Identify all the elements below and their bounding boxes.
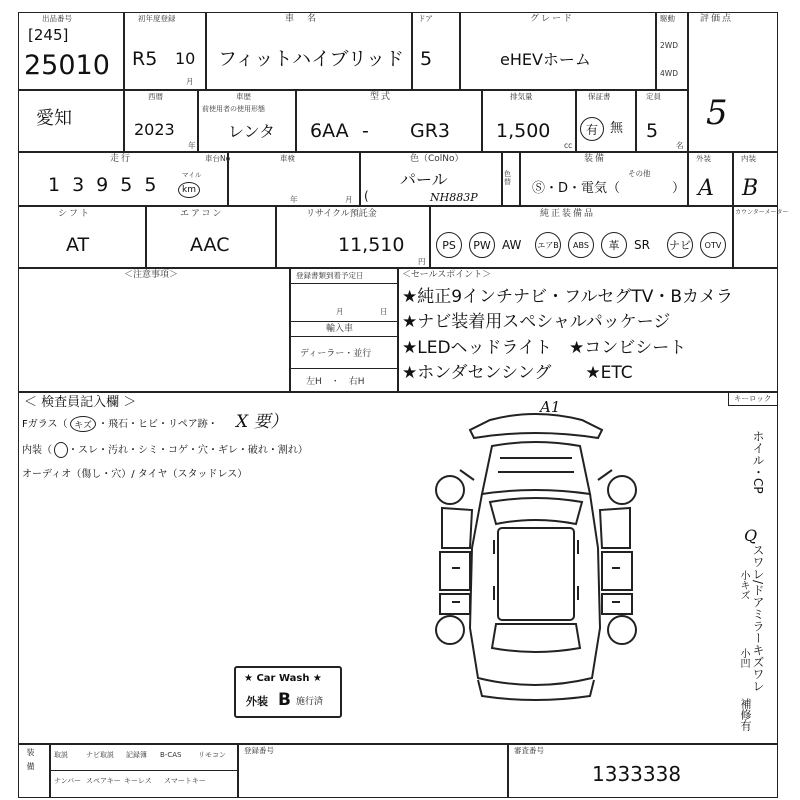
exterior-grade: A <box>698 176 714 201</box>
carwash-title: ★ Car Wash ★ <box>244 673 322 684</box>
option-4: ABS <box>568 232 594 258</box>
door-rear-left <box>440 594 470 614</box>
reg-label: 登録書類到着予定日 <box>296 271 364 280</box>
footer-item-top-1: ナビ取説 <box>86 751 114 759</box>
key-label: カウンターメーター <box>735 209 789 216</box>
year: 2023 <box>134 120 175 139</box>
option-7: ナビ <box>667 232 693 258</box>
purpose-sub: 前使用者の使用形態 <box>202 105 265 113</box>
footer-item-bottom-0: ナンバー <box>54 777 82 785</box>
score-box <box>688 12 778 152</box>
footer-item-bottom-2: キーレス <box>124 777 152 785</box>
keylock-label: キーロック <box>734 394 772 403</box>
side-mark: Q <box>744 526 758 545</box>
sales-point-2: ★ナビ装着用スペシャルパッケージ <box>402 312 671 332</box>
caution-label: ＜注意事項＞ <box>124 270 179 280</box>
reg-number-label: 登録番号 <box>244 746 274 755</box>
inspector-title: ＜ 検査員記入欄 ＞ <box>24 395 137 410</box>
door-label: ドア <box>418 14 433 23</box>
color-change-label: 色替 <box>504 170 511 187</box>
drive-label: 駆動 <box>660 14 675 23</box>
manual-yes-circle: 有 <box>580 117 604 141</box>
seats: 5 <box>646 120 659 142</box>
score-label: 評価点 <box>700 14 734 24</box>
model-label: 型式 <box>370 92 393 102</box>
option-0: PS <box>436 232 462 258</box>
cc-value: 1,500 <box>496 120 551 142</box>
first-reg-label: 初年度登録 <box>138 14 176 23</box>
door-front-right <box>602 552 632 590</box>
year-label: 西暦 <box>148 92 163 101</box>
wheel-rr <box>608 616 636 644</box>
interior-label: 内装 <box>741 154 756 163</box>
mileage-label: 走行 <box>110 154 133 164</box>
interior-grade: B <box>742 176 759 201</box>
fglass-scratch-circle: キズ <box>70 416 96 432</box>
cc-unit: cc <box>564 141 573 150</box>
lot-number: 25010 <box>24 50 110 81</box>
manual-label: 保証書 <box>588 92 611 101</box>
interior-items: ・スレ・汚れ・シミ・コゲ・穴・ギレ・破れ・割れ） <box>68 445 308 456</box>
shift: AT <box>66 234 90 256</box>
caution-box <box>18 268 290 392</box>
interior-prefix: 内装（ <box>22 445 52 456</box>
model-code: GR3 <box>410 120 451 142</box>
roof <box>498 528 574 620</box>
equip-other: その他 <box>628 169 651 178</box>
wheel-fr <box>608 476 636 504</box>
rear-glass <box>492 624 580 652</box>
vin-label: 車台No <box>205 154 231 163</box>
wheel-fl <box>436 476 464 504</box>
manual-no: 無 <box>610 121 624 136</box>
option-8: OTV <box>700 232 726 258</box>
cc-label: 排気量 <box>510 92 533 101</box>
misc-label: 装備 <box>26 748 35 776</box>
reg-day: 日 <box>380 307 388 316</box>
fender-left <box>442 508 472 548</box>
front-bumper <box>470 414 602 438</box>
interior-mark-circle <box>54 442 68 458</box>
footer-item-bottom-1: スペアキー <box>86 777 121 785</box>
lot-label: 出品番号 <box>42 14 72 23</box>
carwash-label: 外装 <box>246 695 268 708</box>
carwash-grade: B <box>278 690 291 710</box>
mile-unit: マイル <box>182 171 202 179</box>
ac: AAC <box>190 234 230 256</box>
model-prefix: 6AA <box>310 120 349 142</box>
purpose-label: 車歴 <box>236 92 251 101</box>
reg-month: 月 <box>336 307 344 316</box>
footer-item-top-0: 取説 <box>54 751 68 759</box>
footer-item-top-2: 記録簿 <box>126 751 147 759</box>
windshield <box>490 498 582 524</box>
option-2: AW <box>502 238 522 252</box>
fglass-hand: X 要） <box>236 412 288 432</box>
diagram-mark: A1 <box>540 398 561 416</box>
door-front-left <box>440 552 470 590</box>
km-unit-circle: km <box>178 182 200 198</box>
sales-label: ＜セールスポイント＞ <box>402 270 492 280</box>
side-note-repair: 補修有 <box>739 698 752 731</box>
lot-sub: [245] <box>28 26 69 44</box>
drive-2wd: 2WD <box>660 41 678 50</box>
drive-4wd: 4WD <box>660 69 678 78</box>
color-label: 色（ColNo） <box>410 154 464 164</box>
option-5: 革 <box>601 232 627 258</box>
import-handle: 左H ・ 右H <box>306 377 365 387</box>
option-6: SR <box>634 238 650 252</box>
grade-label: グレード <box>530 14 575 24</box>
shift-label: シフト <box>58 209 92 219</box>
tsuki-unit: 月 <box>186 77 194 86</box>
door-rear-right <box>602 594 632 614</box>
seats-label: 定員 <box>646 92 661 101</box>
fglass-items: ・飛石・ヒビ・リペア跡・ <box>98 419 218 430</box>
region: 愛知 <box>36 108 72 129</box>
inspection-number-label: 審査番号 <box>514 746 544 755</box>
car-diagram <box>420 398 650 704</box>
car-name: フィットハイブリッド <box>218 48 405 70</box>
sales-point-3: ★LEDヘッドライト ★コンビシート <box>402 338 687 358</box>
hood <box>482 442 590 494</box>
inspection-month: 月 <box>345 195 353 204</box>
side-note-small-scratch: 小キズ <box>738 570 749 600</box>
footer-item-top-3: B-CAS <box>160 751 182 759</box>
rear-bumper <box>478 680 594 700</box>
options-label: 純正装備品 <box>540 209 596 219</box>
grade: eHEVホーム <box>500 50 591 69</box>
door-count: 5 <box>420 48 433 70</box>
side-note-wheel: ホイル・CP <box>751 430 765 494</box>
exterior-label: 外装 <box>696 154 711 163</box>
color: パール <box>400 170 448 189</box>
recycle-unit: 円 <box>418 257 426 266</box>
inspection-label: 車検 <box>280 154 295 163</box>
purpose: レンタ <box>228 122 275 141</box>
equip-label: 装備 <box>584 154 607 164</box>
recycle-amount: 11,510 <box>338 234 405 256</box>
equip-items: Ⓢ・D・電気（ ） <box>532 181 686 196</box>
side-note-small-dent: 小凹 <box>738 648 749 668</box>
reg-number-box <box>238 744 508 798</box>
body-outline <box>470 494 600 685</box>
footer-item-bottom-3: スマートキー <box>164 777 206 785</box>
import-dealer: ディーラー・並行 <box>300 349 372 359</box>
fglass-prefix: Fガラス（ <box>22 419 68 430</box>
ac-label: エアコン <box>180 209 224 219</box>
import-label: 輸入車 <box>326 324 354 334</box>
footer-item-top-4: リモコン <box>198 751 226 759</box>
inspection-number: 1333338 <box>592 762 682 786</box>
car-name-label: 車 名 <box>285 14 319 24</box>
auction-sheet: 出品番号 [245] 25010 初年度登録 R5 10 月 車 名 フィットハイブリッド ドア 5 グレード eHEVホーム 駆動 2WD 4WD 評価点 5 愛知 西暦 2023 年 車歴 前使用者の使用形態 レンタ 型式 6AA - GR3 排気量 1,500 cc 保証書 有 無 定員 5 名 走行 13955 マイル km 車台No 車検 年 月 色（ColNo） パール NH883P ( 色替 装備 その他 Ⓢ・D・電気（ ） 外装 A 内装 B シフト AT エアコン AAC リサイクル預託金 11,510 円 純正装備品 PS PW AW エアB ABS 革 SR ナビ OTV カウンターメーター ＜注意事項＞ 登録書類到着予定日 月 日 輸入車 ディーラー・並行 左H ・ 右H ＜セールスポイント＞ ★純正9インチナビ・フルセグTV・Bカメラ ★ナビ装着用スペシャルパッケージ ★LEDヘッドライト ★コンビシート ★ホンダセンシング ★ETC ＜ 検査員記入欄 ＞ Fガラス（ キズ ・飛石・ヒビ・リペア跡・ X 要） 内装（ ・スレ・汚れ・シミ・コゲ・穴・ギレ・破れ・割れ） オーディオ（傷し・穴）/ タイヤ（スタッドレス） キーロック A1 ホイル・CP Q スワレ/ドアミラーキズワレ 小キズ 小凹 補修有 ★ Car Wash ★ 外装 B 施行済 装備 取説 ナビ取説 記録簿 B-CAS リモコン ナンバー スペアキー キーレス スマートキー 登録番号 審査番号 1333338 <box>0 0 800 800</box>
score: 5 <box>706 93 728 133</box>
seats-unit: 名 <box>676 141 684 150</box>
option-1: PW <box>469 232 495 258</box>
fender-right <box>600 508 630 548</box>
year-unit: 年 <box>188 141 196 150</box>
color-code: NH883P <box>430 191 478 204</box>
era: R5 <box>132 48 158 70</box>
drive-box <box>656 12 688 90</box>
mileage: 13955 <box>48 174 169 196</box>
wheel-rl <box>436 616 464 644</box>
inspection-year: 年 <box>290 195 298 204</box>
option-3: エアB <box>535 232 561 258</box>
sales-point-1: ★純正9インチナビ・フルセグTV・Bカメラ <box>402 287 734 307</box>
side-note-mirror: スワレ/ドアミラーキズワレ <box>751 544 765 693</box>
audio-tire-line: オーディオ（傷し・穴）/ タイヤ（スタッドレス） <box>22 469 248 480</box>
sales-point-4: ★ホンダセンシング ★ETC <box>402 363 633 383</box>
carwash-done: 施行済 <box>296 697 324 707</box>
recycle-label: リサイクル預託金 <box>306 209 377 219</box>
first-reg-month: 10 <box>175 49 196 68</box>
model-dash: - <box>362 120 369 142</box>
